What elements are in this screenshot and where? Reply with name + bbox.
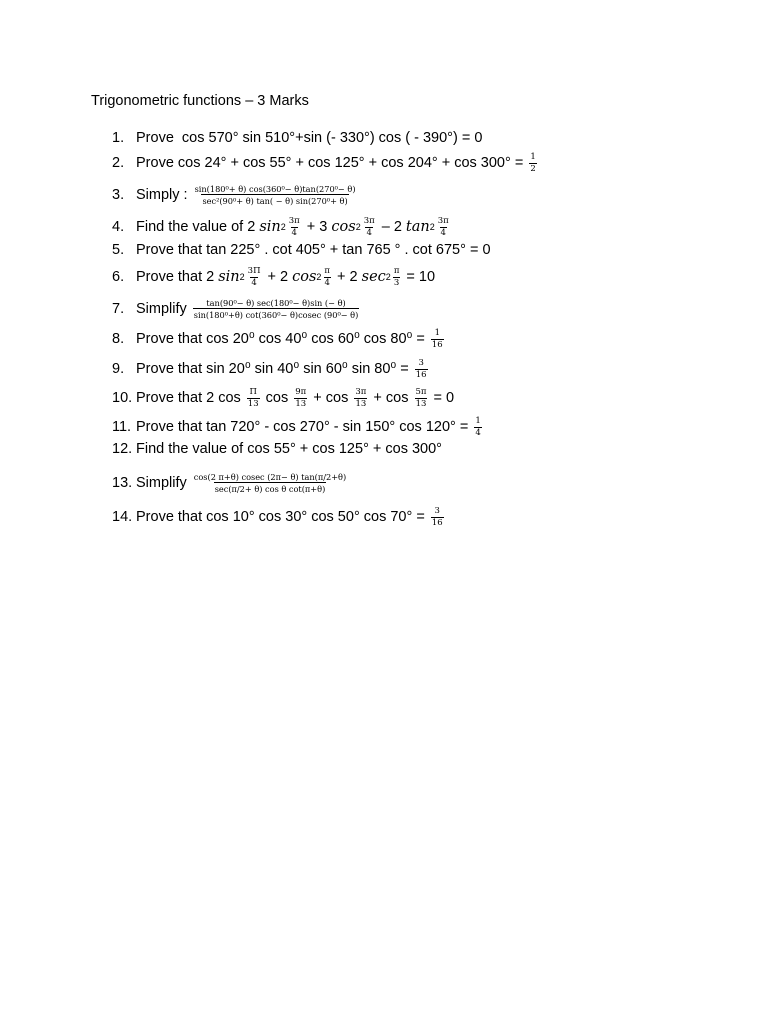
fraction-denominator: sec(π/2+ θ) cos θ cot(π+θ)	[214, 484, 326, 495]
math-fraction	[415, 359, 428, 379]
question-number: 9.	[112, 361, 125, 377]
question-number: 1.	[112, 130, 125, 146]
question-text: Prove that cos 10° cos 30° cos 50° cos 70° =	[136, 509, 429, 525]
question-item	[112, 185, 359, 205]
fraction-numerator: 9π	[295, 387, 307, 397]
fraction-denominator: 13	[415, 398, 427, 409]
math-fraction	[247, 267, 262, 287]
question-text: Prove that tan 225° . cot 405° + tan 765 ° . cot 675° = 0	[136, 242, 491, 258]
question-text: Find the value of 2	[136, 219, 260, 235]
fraction-numerator: 3π	[288, 216, 300, 226]
question-text: Prove that tan 720° - cos 270° - sin 150° cos 120° =	[136, 419, 473, 435]
question-text: – 2	[377, 219, 406, 235]
math-fraction	[393, 267, 401, 287]
fraction-numerator: 1	[530, 152, 536, 162]
question-text: Prove cos 24° + cos 55° + cos 125° + cos 204° + cos 300° =	[136, 155, 528, 171]
question-text: Prove that cos 20⁰ cos 40⁰ cos 60⁰ cos 80⁰ =	[136, 331, 429, 347]
math-function: sin	[259, 219, 281, 235]
fraction-numerator: 5π	[415, 387, 427, 397]
fraction-numerator: 3π	[363, 216, 375, 226]
question-item	[112, 359, 430, 379]
fraction-denominator: 13	[295, 398, 307, 409]
question-item	[112, 473, 349, 493]
question-item: 6. Prove that 2 sin 2 $\frac{3\Pi}{4}$ + 2 cos 2 $\frac{\pi}{4}$ + 2 sec 2 $\frac{\pi}{3}$ = 10	[112, 266, 436, 288]
fraction-denominator: 13	[247, 398, 259, 409]
question-number: 12.	[112, 441, 133, 457]
question-item	[112, 299, 361, 319]
math-function: sec	[361, 269, 386, 285]
question-item	[112, 130, 482, 146]
question-text: cos	[261, 390, 293, 406]
fraction-numerator: 3	[418, 358, 424, 368]
question-text: + 2	[263, 269, 293, 285]
fraction-numerator: 3	[434, 506, 440, 516]
math-fraction	[354, 388, 367, 408]
fraction-numerator: 3π	[437, 216, 449, 226]
question-text: Simply :	[136, 187, 192, 204]
question-text: Prove that sin 20⁰ sin 40⁰ sin 60⁰ sin 80⁰ =	[136, 361, 413, 377]
question-number: 2.	[112, 155, 125, 171]
math-fraction	[437, 217, 450, 237]
question-item	[112, 153, 539, 173]
math-fraction	[474, 417, 481, 437]
math-fraction	[431, 329, 444, 349]
math-fraction	[288, 217, 301, 237]
question-text: + 2	[333, 269, 362, 285]
math-fraction	[247, 388, 260, 408]
question-text: Prove cos 570° sin 510°+sin (- 330°) cos ( - 390°) = 0	[136, 130, 483, 146]
document-title: Trigonometric functions – 3 Marks	[91, 93, 309, 109]
question-text: Simplify	[136, 475, 191, 492]
question-number: 11.	[112, 419, 132, 435]
fraction-denominator: 2	[530, 163, 536, 174]
fraction-denominator: 3	[393, 277, 400, 288]
math-fraction	[193, 473, 347, 493]
fraction-denominator: 16	[431, 339, 443, 350]
fraction-numerator: 3Π	[247, 266, 261, 276]
question-number: 5.	[112, 242, 125, 258]
fraction-denominator: sec²(90⁰+ θ) tan( − θ) sin(270⁰+ θ)	[202, 196, 348, 207]
math-fraction	[294, 388, 307, 408]
question-number: 3.	[112, 187, 125, 204]
question-item	[112, 417, 484, 437]
question-item	[112, 441, 442, 457]
math-function: cos	[292, 269, 317, 285]
math-fraction	[193, 299, 360, 319]
question-number: 10.	[112, 390, 133, 406]
question-item: 4. Find the value of 2 sin 2 $\frac{3\pi}{4}$ + 3 cos 2 $\frac{3\pi}{4}$ – 2 tan 2 $\frac{3\pi}{4}$	[112, 216, 449, 238]
question-number: 8.	[112, 331, 125, 347]
math-fraction	[194, 185, 357, 205]
fraction-numerator: tan(90⁰− θ) sec(180⁰− θ)sin (− θ)	[206, 298, 346, 308]
fraction-denominator: sin(180⁰+θ) cot(360⁰− θ)cosec (90⁰− θ)	[193, 310, 359, 321]
fraction-numerator: 3π	[355, 387, 367, 397]
math-fraction	[323, 267, 331, 287]
fraction-numerator: Π	[249, 387, 257, 397]
question-text: + cos	[309, 390, 353, 406]
question-number: 6.	[112, 269, 125, 285]
question-number: 4.	[112, 219, 125, 235]
math-fraction	[529, 153, 536, 173]
fraction-denominator: 4	[366, 227, 372, 238]
question-text: Prove that 2 cos	[136, 390, 245, 406]
math-function: tan	[405, 219, 430, 235]
question-item	[112, 242, 491, 258]
fraction-numerator: 1	[475, 416, 481, 426]
math-function: cos	[331, 219, 356, 235]
fraction-denominator: 4	[324, 277, 330, 288]
fraction-denominator: 4	[440, 227, 446, 238]
fraction-denominator: 13	[355, 398, 367, 409]
question-number: 13.	[112, 475, 133, 492]
question-text: = 0	[429, 390, 455, 406]
question-text: = 10	[402, 269, 436, 285]
question-text: + cos	[369, 390, 413, 406]
question-text: Prove that 2	[136, 269, 219, 285]
question-number: 7.	[112, 301, 125, 318]
question-item	[112, 329, 446, 349]
question-text: Find the value of cos 55° + cos 125° + cos 300°	[136, 441, 442, 457]
fraction-numerator: sin(180⁰+ θ) cos(360⁰− θ)tan(270⁰− θ)	[194, 184, 356, 194]
fraction-numerator: π	[393, 266, 400, 276]
fraction-denominator: 4	[291, 227, 297, 238]
fraction-denominator: 16	[415, 369, 427, 380]
question-text: + 3	[302, 219, 332, 235]
math-fraction	[431, 507, 444, 527]
math-function: sin	[218, 269, 240, 285]
question-item	[112, 507, 446, 527]
math-fraction	[363, 217, 376, 237]
fraction-denominator: 16	[431, 517, 443, 528]
math-fraction	[415, 388, 428, 408]
fraction-numerator: 1	[434, 328, 440, 338]
fraction-numerator: cos(2 π+θ) cosec (2π− θ) tan(π/2+θ)	[193, 472, 347, 482]
fraction-denominator: 4	[251, 277, 257, 288]
question-number: 14.	[112, 509, 133, 525]
fraction-numerator: π	[324, 266, 331, 276]
question-text: Simplify	[136, 301, 191, 318]
question-item	[112, 388, 454, 408]
fraction-denominator: 4	[475, 427, 481, 438]
